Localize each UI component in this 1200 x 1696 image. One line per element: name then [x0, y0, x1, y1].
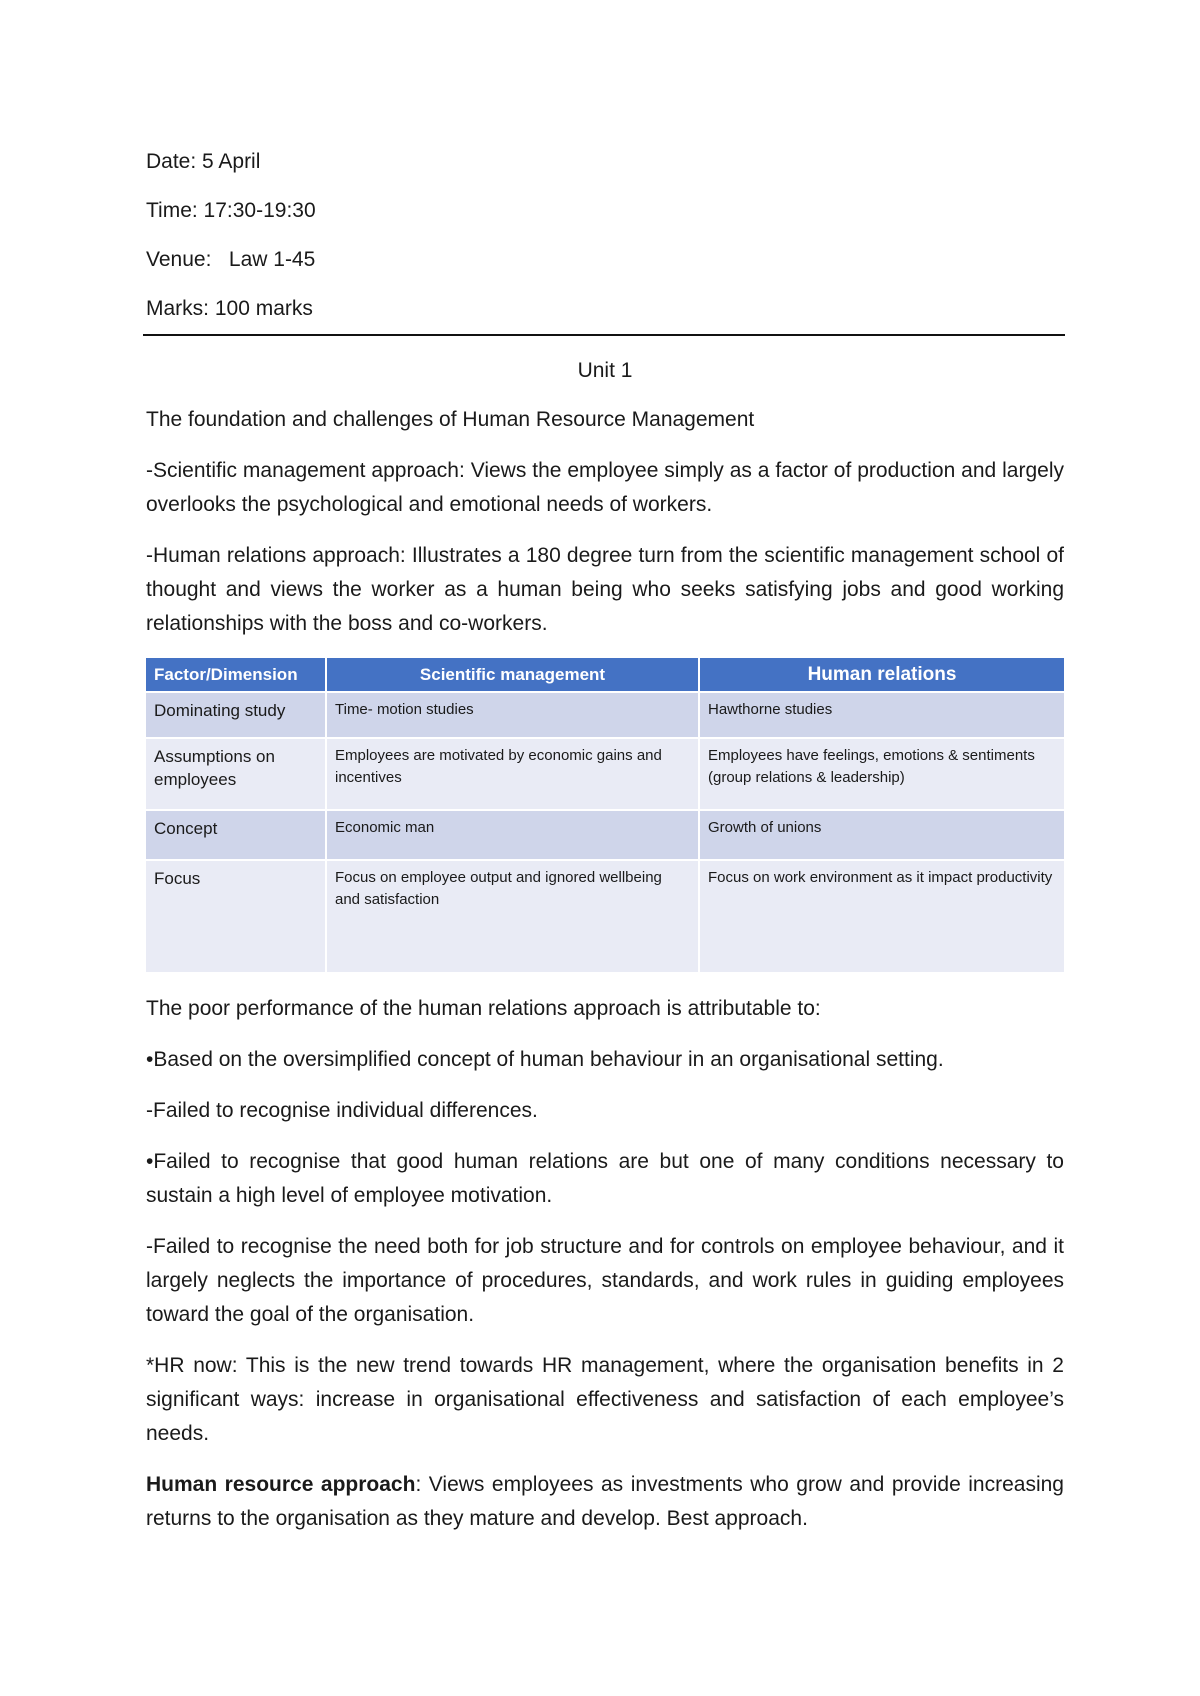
table-cell: Focus on employee output and ignored wellbeing and satisfaction [327, 859, 700, 972]
table-cell: Time- motion studies [327, 691, 700, 737]
exam-date: Date: 5 April [146, 150, 261, 173]
table-header-cell: Human relations [700, 658, 1064, 691]
table-cell: Dominating study [146, 691, 327, 737]
table-cell: Assumptions on employees [146, 737, 327, 809]
exam-marks: Marks: 100 marks [146, 297, 313, 320]
table-row [146, 859, 1064, 972]
section-title: The foundation and challenges of Human Resource Management [146, 408, 755, 431]
poor-performance-point: •Based on the oversimplified concept of human behaviour in an organisational setting. [146, 1048, 944, 1071]
table-header-row [146, 658, 1064, 691]
table-cell: Focus on work environment as it impact productivity [700, 859, 1064, 972]
paragraph-scientific-management: -Scientific management approach: Views the employee simply as a factor of production and largely overlooks the psychological and emotional needs of workers. [146, 459, 1064, 516]
table-cell: Employees are motivated by economic gains and incentives [327, 737, 700, 809]
paragraph-human-relations: -Human relations approach: Illustrates a 180 degree turn from the scientific management school of thought and views the worker as a human being who seeks satisfying jobs and good working relationships with the boss and co-workers. [146, 544, 1064, 635]
table-cell: Growth of unions [700, 809, 1064, 859]
table-row [146, 691, 1064, 737]
table-header-cell: Factor/Dimension [146, 658, 327, 691]
poor-performance-point: -Failed to recognise individual differences. [146, 1099, 538, 1122]
comparison-table [146, 658, 1064, 972]
unit-title: Unit 1 [577, 359, 633, 382]
poor-performance-point: -Failed to recognise the need both for job structure and for controls on employee behaviour, and it largely neglects the importance of procedures, standards, and work rules in guiding employees toward the goal of the organisation. [146, 1235, 1064, 1326]
poor-performance-point: •Failed to recognise that good human relations are but one of many conditions necessary to sustain a high level of employee motivation. [146, 1150, 1064, 1207]
table-cell: Economic man [327, 809, 700, 859]
hr-approach-label: Human resource approach [146, 1473, 416, 1496]
table-row [146, 809, 1064, 859]
table-cell: Employees have feelings, emotions & sentiments (group relations & leadership) [700, 737, 1064, 809]
table-cell: Hawthorne studies [700, 691, 1064, 737]
table-cell: Concept [146, 809, 327, 859]
exam-time: Time: 17:30-19:30 [146, 199, 316, 222]
exam-venue: Venue: Law 1-45 [146, 248, 316, 271]
hr-now-paragraph: *HR now: This is the new trend towards HR management, where the organisation benefits in 2 significant ways: increase in organisational effectiveness and satisfaction of each employee’s needs. [146, 1354, 1064, 1445]
document-body [146, 354, 1064, 1553]
hr-approach-paragraph [146, 1468, 1064, 1536]
table-header-cell: Scientific management [327, 658, 700, 691]
header-divider [143, 334, 1065, 336]
table-cell: Focus [146, 859, 327, 972]
poor-performance-intro: The poor performance of the human relations approach is attributable to: [146, 997, 821, 1020]
table-row [146, 737, 1064, 809]
hr-approach-text: : Views employees as investments who grow and provide increasing returns to the organisation as they mature and develop. Best approach. [146, 1473, 1064, 1530]
